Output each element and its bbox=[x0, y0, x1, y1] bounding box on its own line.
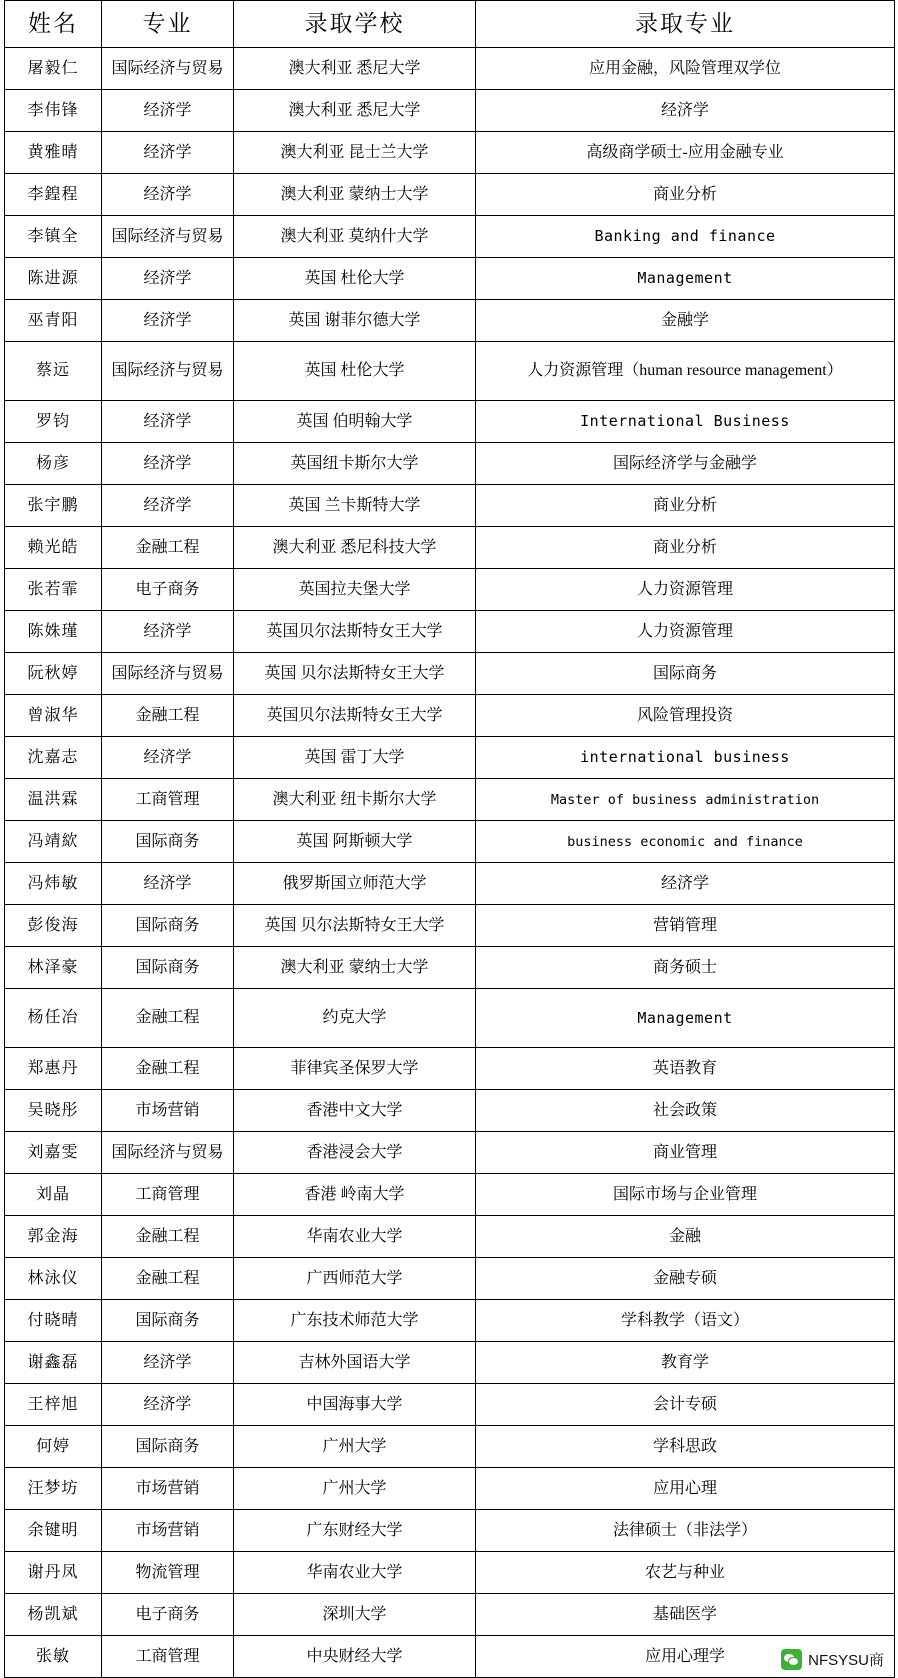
cell-name: 刘晶 bbox=[5, 1174, 102, 1216]
cell-program bbox=[476, 132, 895, 174]
table-row bbox=[5, 695, 895, 737]
cell-program-text: 会计专硕 bbox=[652, 1395, 717, 1413]
table-row bbox=[5, 611, 895, 653]
cell-school: 英国贝尔法斯特女王大学 bbox=[234, 695, 476, 737]
cell-major: 电子商务 bbox=[102, 1594, 234, 1636]
cell-name: 陈姝瑾 bbox=[5, 611, 102, 653]
table-row bbox=[5, 1174, 895, 1216]
cell-school: 英国拉夫堡大学 bbox=[234, 569, 476, 611]
table-row bbox=[5, 527, 895, 569]
column-header-major: 专业 bbox=[102, 1, 234, 48]
cell-school: 广西师范大学 bbox=[234, 1258, 476, 1300]
cell-school: 中国海事大学 bbox=[234, 1384, 476, 1426]
cell-program bbox=[476, 1258, 895, 1300]
cell-major: 经济学 bbox=[102, 1342, 234, 1384]
cell-school: 英国 兰卡斯特大学 bbox=[234, 485, 476, 527]
cell-program bbox=[476, 1510, 895, 1552]
table-row bbox=[5, 1216, 895, 1258]
cell-major: 市场营销 bbox=[102, 1510, 234, 1552]
cell-program-text: 人力资源管理 bbox=[636, 580, 733, 598]
cell-name: 巫青阳 bbox=[5, 300, 102, 342]
cell-program-text: 金融 bbox=[668, 1227, 701, 1245]
cell-name: 杨凯斌 bbox=[5, 1594, 102, 1636]
cell-program-text: international business bbox=[580, 747, 790, 766]
cell-program bbox=[476, 1552, 895, 1594]
table-body bbox=[5, 48, 895, 1678]
cell-school: 澳大利亚 蒙纳士大学 bbox=[234, 947, 476, 989]
table-row bbox=[5, 443, 895, 485]
cell-name: 阮秋婷 bbox=[5, 653, 102, 695]
cell-school: 英国 杜伦大学 bbox=[234, 258, 476, 300]
cell-program bbox=[476, 174, 895, 216]
cell-name: 冯靖絘 bbox=[5, 821, 102, 863]
cell-program bbox=[476, 216, 895, 258]
cell-name: 杨彦 bbox=[5, 443, 102, 485]
cell-school: 广东技术师范大学 bbox=[234, 1300, 476, 1342]
table-row bbox=[5, 1468, 895, 1510]
table-row bbox=[5, 174, 895, 216]
cell-name: 曾淑华 bbox=[5, 695, 102, 737]
cell-name: 冯炜敏 bbox=[5, 863, 102, 905]
cell-program-text: 营销管理 bbox=[652, 916, 717, 934]
cell-major: 金融工程 bbox=[102, 527, 234, 569]
cell-major: 金融工程 bbox=[102, 695, 234, 737]
table-row bbox=[5, 216, 895, 258]
cell-program-text: Master of business administration bbox=[550, 791, 820, 808]
table-row bbox=[5, 1594, 895, 1636]
table-row bbox=[5, 905, 895, 947]
table-row bbox=[5, 1090, 895, 1132]
cell-major: 经济学 bbox=[102, 443, 234, 485]
cell-name: 蔡远 bbox=[5, 342, 102, 401]
cell-program bbox=[476, 1048, 895, 1090]
cell-school: 英国 雷丁大学 bbox=[234, 737, 476, 779]
cell-school: 澳大利亚 纽卡斯尔大学 bbox=[234, 779, 476, 821]
cell-program-text: 社会政策 bbox=[652, 1101, 717, 1119]
cell-program bbox=[476, 1468, 895, 1510]
cell-program bbox=[476, 821, 895, 863]
cell-major: 物流管理 bbox=[102, 1552, 234, 1594]
cell-name: 李鍠程 bbox=[5, 174, 102, 216]
cell-program bbox=[476, 48, 895, 90]
admissions-table bbox=[4, 0, 895, 1678]
cell-major: 市场营销 bbox=[102, 1468, 234, 1510]
cell-school: 广州大学 bbox=[234, 1426, 476, 1468]
cell-major: 经济学 bbox=[102, 611, 234, 653]
cell-name: 屠毅仁 bbox=[5, 48, 102, 90]
cell-name: 何婷 bbox=[5, 1426, 102, 1468]
cell-program bbox=[476, 1384, 895, 1426]
table-row bbox=[5, 485, 895, 527]
cell-school: 华南农业大学 bbox=[234, 1552, 476, 1594]
cell-major: 经济学 bbox=[102, 863, 234, 905]
cell-program bbox=[476, 737, 895, 779]
cell-program-text: 学科教学（语文） bbox=[620, 1311, 749, 1329]
cell-program-text: 金融学 bbox=[660, 311, 709, 329]
cell-program bbox=[476, 611, 895, 653]
table-row bbox=[5, 569, 895, 611]
cell-program-text: 商务硕士 bbox=[652, 958, 717, 976]
cell-program-text: 国际经济学与金融学 bbox=[612, 454, 757, 472]
cell-program-text: 国际商务 bbox=[652, 664, 717, 682]
cell-name: 谢丹凤 bbox=[5, 1552, 102, 1594]
cell-program-text: business economic and finance bbox=[567, 833, 803, 850]
table-row bbox=[5, 1384, 895, 1426]
column-header-name: 姓名 bbox=[5, 1, 102, 48]
cell-name: 余键明 bbox=[5, 1510, 102, 1552]
cell-major: 国际商务 bbox=[102, 1426, 234, 1468]
cell-school: 约克大学 bbox=[234, 989, 476, 1048]
cell-major: 国际经济与贸易 bbox=[102, 342, 234, 401]
cell-major: 经济学 bbox=[102, 132, 234, 174]
cell-school: 澳大利亚 悉尼大学 bbox=[234, 48, 476, 90]
table-row bbox=[5, 737, 895, 779]
cell-program-text: 经济学 bbox=[660, 874, 709, 892]
cell-program bbox=[476, 485, 895, 527]
cell-name: 林泳仪 bbox=[5, 1258, 102, 1300]
cell-major: 经济学 bbox=[102, 300, 234, 342]
cell-program-text: Management bbox=[637, 268, 733, 287]
cell-program bbox=[476, 342, 895, 401]
cell-major: 国际商务 bbox=[102, 905, 234, 947]
cell-major: 金融工程 bbox=[102, 1258, 234, 1300]
cell-program bbox=[476, 258, 895, 300]
cell-school: 英国纽卡斯尔大学 bbox=[234, 443, 476, 485]
cell-major: 国际经济与贸易 bbox=[102, 216, 234, 258]
cell-program bbox=[476, 905, 895, 947]
cell-name: 杨任冶 bbox=[5, 989, 102, 1048]
cell-school: 华南农业大学 bbox=[234, 1216, 476, 1258]
cell-school: 英国 伯明翰大学 bbox=[234, 401, 476, 443]
table-row bbox=[5, 132, 895, 174]
cell-name: 吴晓彤 bbox=[5, 1090, 102, 1132]
table-row bbox=[5, 401, 895, 443]
cell-program bbox=[476, 1594, 895, 1636]
cell-program bbox=[476, 443, 895, 485]
cell-program-text: 国际市场与企业管理 bbox=[612, 1185, 757, 1203]
watermark-label: NFSYSU商 bbox=[808, 1652, 884, 1669]
table-row bbox=[5, 1552, 895, 1594]
cell-program-text: 农艺与种业 bbox=[644, 1563, 725, 1581]
cell-program-text: 商业分析 bbox=[652, 538, 717, 556]
table-row bbox=[5, 863, 895, 905]
table-row bbox=[5, 989, 895, 1048]
table-row bbox=[5, 1426, 895, 1468]
cell-major: 国际经济与贸易 bbox=[102, 48, 234, 90]
table-row bbox=[5, 947, 895, 989]
cell-school: 广州大学 bbox=[234, 1468, 476, 1510]
cell-name: 李伟锋 bbox=[5, 90, 102, 132]
cell-major: 国际商务 bbox=[102, 947, 234, 989]
table-row bbox=[5, 48, 895, 90]
cell-name: 张若霏 bbox=[5, 569, 102, 611]
table-row bbox=[5, 1048, 895, 1090]
cell-program-text: 人力资源管理（human resource management） bbox=[527, 362, 843, 380]
cell-major: 金融工程 bbox=[102, 989, 234, 1048]
cell-name: 罗钧 bbox=[5, 401, 102, 443]
cell-program bbox=[476, 527, 895, 569]
table-row bbox=[5, 300, 895, 342]
cell-program-text: 商业分析 bbox=[652, 496, 717, 514]
cell-program bbox=[476, 695, 895, 737]
cell-program-text: Banking and finance bbox=[594, 226, 776, 245]
cell-program-text: 应用心理学 bbox=[644, 1647, 725, 1665]
cell-name: 陈进源 bbox=[5, 258, 102, 300]
cell-school: 英国 贝尔法斯特女王大学 bbox=[234, 905, 476, 947]
cell-school: 英国 谢菲尔德大学 bbox=[234, 300, 476, 342]
cell-program-text: 人力资源管理 bbox=[636, 622, 733, 640]
cell-program-text: 风险管理投资 bbox=[636, 706, 733, 724]
table-row bbox=[5, 1510, 895, 1552]
cell-school: 英国贝尔法斯特女王大学 bbox=[234, 611, 476, 653]
cell-program bbox=[476, 1216, 895, 1258]
cell-school: 吉林外国语大学 bbox=[234, 1342, 476, 1384]
cell-school: 香港中文大学 bbox=[234, 1090, 476, 1132]
cell-program-text: 商业管理 bbox=[652, 1143, 717, 1161]
cell-school: 英国 杜伦大学 bbox=[234, 342, 476, 401]
cell-program-text: Management bbox=[637, 1008, 733, 1027]
table-row bbox=[5, 1300, 895, 1342]
cell-name: 李镇全 bbox=[5, 216, 102, 258]
table-row bbox=[5, 1636, 895, 1678]
cell-major: 国际商务 bbox=[102, 1300, 234, 1342]
cell-program bbox=[476, 1300, 895, 1342]
cell-program bbox=[476, 1174, 895, 1216]
cell-name: 张敏 bbox=[5, 1636, 102, 1678]
cell-major: 工商管理 bbox=[102, 1174, 234, 1216]
cell-name: 付晓晴 bbox=[5, 1300, 102, 1342]
cell-school: 英国 贝尔法斯特女王大学 bbox=[234, 653, 476, 695]
table-row bbox=[5, 258, 895, 300]
cell-program-text: International Business bbox=[580, 411, 790, 430]
cell-program bbox=[476, 1342, 895, 1384]
cell-school: 澳大利亚 莫纳什大学 bbox=[234, 216, 476, 258]
cell-program bbox=[476, 401, 895, 443]
cell-program-text: 学科思政 bbox=[652, 1437, 717, 1455]
table-row bbox=[5, 1132, 895, 1174]
column-header-school: 录取学校 bbox=[234, 1, 476, 48]
cell-program-text: 教育学 bbox=[660, 1353, 709, 1371]
cell-major: 国际经济与贸易 bbox=[102, 1132, 234, 1174]
cell-school: 香港 岭南大学 bbox=[234, 1174, 476, 1216]
column-header-program: 录取专业 bbox=[476, 1, 895, 48]
cell-name: 王梓旭 bbox=[5, 1384, 102, 1426]
cell-program bbox=[476, 1090, 895, 1132]
cell-name: 刘嘉雯 bbox=[5, 1132, 102, 1174]
table-row bbox=[5, 90, 895, 132]
cell-major: 国际经济与贸易 bbox=[102, 653, 234, 695]
cell-major: 电子商务 bbox=[102, 569, 234, 611]
cell-program-text: 高级商学硕士-应用金融专业 bbox=[586, 143, 784, 161]
cell-major: 经济学 bbox=[102, 258, 234, 300]
wechat-icon bbox=[781, 1649, 802, 1670]
cell-name: 谢鑫磊 bbox=[5, 1342, 102, 1384]
table-row bbox=[5, 653, 895, 695]
table-row bbox=[5, 821, 895, 863]
cell-major: 金融工程 bbox=[102, 1216, 234, 1258]
cell-program-text: 经济学 bbox=[660, 101, 709, 119]
cell-program-text: 金融专硕 bbox=[652, 1269, 717, 1287]
cell-major: 国际商务 bbox=[102, 821, 234, 863]
cell-name: 沈嘉志 bbox=[5, 737, 102, 779]
cell-major: 金融工程 bbox=[102, 1048, 234, 1090]
cell-name: 张宇鹏 bbox=[5, 485, 102, 527]
cell-name: 林泽豪 bbox=[5, 947, 102, 989]
cell-program-text: 英语教育 bbox=[652, 1059, 717, 1077]
cell-name: 黄雅晴 bbox=[5, 132, 102, 174]
cell-major: 经济学 bbox=[102, 1384, 234, 1426]
cell-major: 经济学 bbox=[102, 737, 234, 779]
cell-program bbox=[476, 989, 895, 1048]
cell-program bbox=[476, 947, 895, 989]
cell-school: 广东财经大学 bbox=[234, 1510, 476, 1552]
cell-name: 赖光皓 bbox=[5, 527, 102, 569]
cell-school: 澳大利亚 悉尼科技大学 bbox=[234, 527, 476, 569]
cell-program bbox=[476, 653, 895, 695]
cell-name: 郑惠丹 bbox=[5, 1048, 102, 1090]
cell-major: 市场营销 bbox=[102, 1090, 234, 1132]
cell-school: 深圳大学 bbox=[234, 1594, 476, 1636]
table-row bbox=[5, 779, 895, 821]
cell-program-text: 基础医学 bbox=[652, 1605, 717, 1623]
cell-program bbox=[476, 569, 895, 611]
cell-major: 经济学 bbox=[102, 90, 234, 132]
cell-program-text: 商业分析 bbox=[652, 185, 717, 203]
cell-school: 英国 阿斯顿大学 bbox=[234, 821, 476, 863]
table-row bbox=[5, 1342, 895, 1384]
cell-program bbox=[476, 1132, 895, 1174]
cell-program bbox=[476, 90, 895, 132]
table-row bbox=[5, 1258, 895, 1300]
cell-name: 彭俊海 bbox=[5, 905, 102, 947]
cell-major: 工商管理 bbox=[102, 779, 234, 821]
table-header-row bbox=[5, 1, 895, 48]
cell-school: 香港浸会大学 bbox=[234, 1132, 476, 1174]
table-row bbox=[5, 342, 895, 401]
cell-school: 中央财经大学 bbox=[234, 1636, 476, 1678]
cell-name: 温洪霖 bbox=[5, 779, 102, 821]
table-header bbox=[5, 1, 895, 48]
cell-program bbox=[476, 779, 895, 821]
cell-school: 澳大利亚 蒙纳士大学 bbox=[234, 174, 476, 216]
cell-program bbox=[476, 300, 895, 342]
cell-program-text: 应用金融，风险管理双学位 bbox=[588, 59, 781, 77]
cell-school: 菲律宾圣保罗大学 bbox=[234, 1048, 476, 1090]
cell-major: 经济学 bbox=[102, 485, 234, 527]
cell-major: 经济学 bbox=[102, 174, 234, 216]
cell-major: 工商管理 bbox=[102, 1636, 234, 1678]
cell-name: 郭金海 bbox=[5, 1216, 102, 1258]
cell-program-text: 应用心理 bbox=[652, 1479, 717, 1497]
cell-school: 俄罗斯国立师范大学 bbox=[234, 863, 476, 905]
cell-name: 汪梦坊 bbox=[5, 1468, 102, 1510]
cell-school: 澳大利亚 悉尼大学 bbox=[234, 90, 476, 132]
watermark-badge bbox=[777, 1647, 888, 1672]
cell-school: 澳大利亚 昆士兰大学 bbox=[234, 132, 476, 174]
cell-program bbox=[476, 863, 895, 905]
cell-program-text: 法律硕士（非法学） bbox=[612, 1521, 757, 1539]
cell-program bbox=[476, 1426, 895, 1468]
cell-major: 经济学 bbox=[102, 401, 234, 443]
